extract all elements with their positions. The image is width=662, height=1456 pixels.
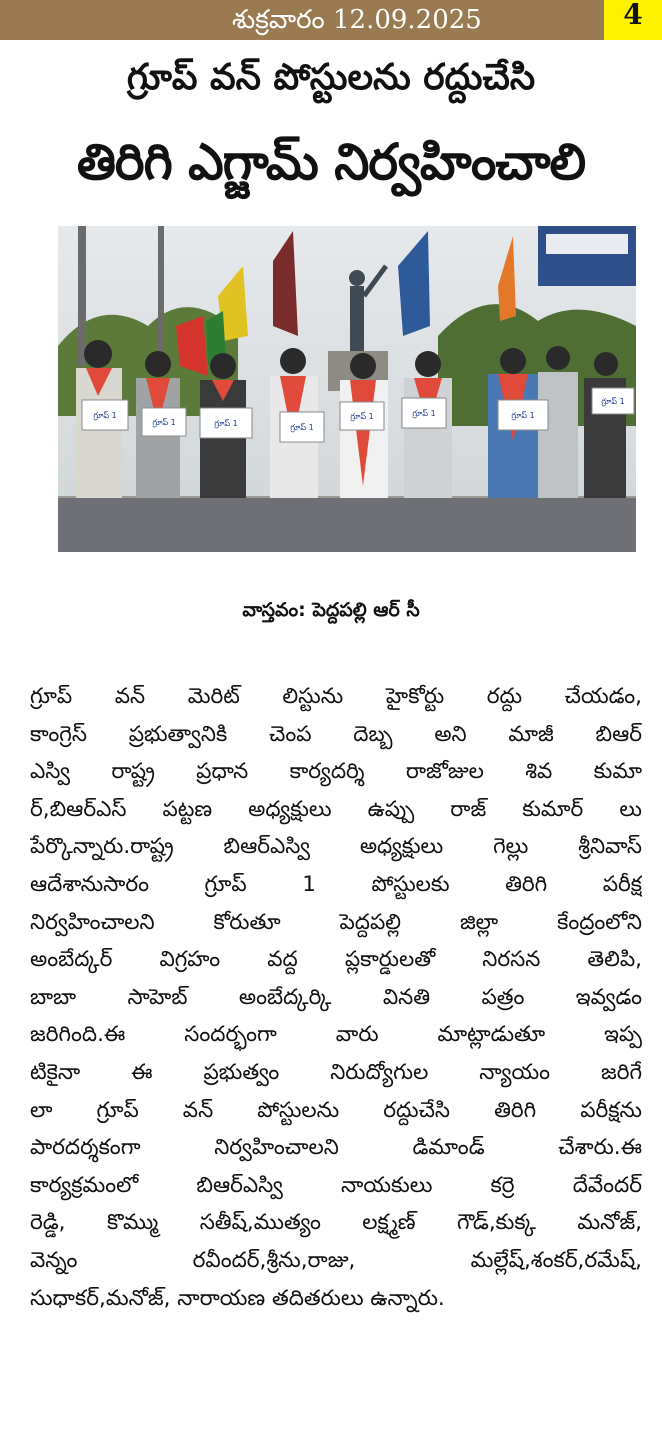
body-line: కార్యక్రమంలో బిఆర్ఎస్వి నాయకులు కర్రె దేవేందర్: [30, 1172, 642, 1198]
byline: వాస్తవం: పెద్దపల్లి ఆర్ సీ: [242, 599, 420, 621]
body-line: టికైనా ఈ ప్రభుత్వం నిరుద్యోగుల న్యాయం జరిగే: [30, 1059, 642, 1085]
body-line: పేర్కొన్నారు.రాష్ట్ర బిఆర్ఎస్వి అధ్యక్షులు గెల్లు శ్రీనివాస్: [30, 834, 642, 860]
placard-text: గ్రూప్ 1: [290, 423, 314, 432]
page-number-badge: 4: [604, 0, 662, 40]
body-line: పారదర్శకంగా నిర్వహించాలని డిమాండ్ చేశారు.ఈ: [30, 1135, 642, 1161]
body-line: ఎస్వి రాష్ట్ర ప్రధాన కార్యదర్శి రాజోజుల శివ కుమా: [30, 759, 642, 785]
body-line: వెన్నం రవీందర్,శ్రీను,రాజు, మల్లేష్,శంకర్,రమేష్,: [30, 1247, 642, 1273]
protest-photo-illustration: [58, 226, 636, 552]
body-line: నిర్వహించాలని కోరుతూ పెద్దపల్లి జిల్లా కేంద్రంలోని: [30, 909, 642, 935]
body-line: లా గ్రూప్ వన్ పోస్టులను రద్దుచేసి తిరిగి పరీక్షను: [30, 1097, 642, 1123]
placard-text: గ్రూప్ 1: [412, 409, 436, 418]
headline-line-2: తిరిగి ఎగ్జామ్ నిర్వహించాలి: [76, 133, 586, 191]
headline-line-1: గ్రూప్ వన్ పోస్టులను రద్దుచేసి: [126, 57, 536, 98]
body-line: గ్రూప్ వన్ మెరిట్ లిస్టును హైకోర్టు రద్దు చేయడం,: [30, 684, 642, 709]
placard-text: గ్రూప్ 1: [601, 397, 625, 406]
statue: [350, 286, 364, 356]
page-header-bar: [0, 0, 662, 40]
body-line: జరిగింది.ఈ సందర్భంగా వారు మాట్లాడుతూ ఇప్ప: [30, 1022, 642, 1048]
body-line: బాబా సాహెబ్ అంబేద్కర్కి వినతి పత్రం ఇవ్వడం: [30, 984, 642, 1010]
body-line: రెడ్డి, కొమ్ము సతీష్,ముత్యం లక్ష్మణ్ గౌడ్,కుక్క మనోజ్,: [30, 1210, 642, 1236]
body-line: కాంగ్రెస్ ప్రభుత్వానికి చెంప దెబ్బ అని మాజీ బిఆర్: [30, 721, 642, 747]
body-line: అంబేద్కర్ విగ్రహం వద్ద ప్లకార్డులతో నిరసన తెలిపి,: [30, 947, 642, 973]
issue-date: శుక్రవారం 12.09.2025: [232, 5, 482, 35]
news-photo: [58, 226, 636, 552]
placard-text: గ్రూప్ 1: [93, 411, 117, 420]
placard-text: గ్రూప్ 1: [152, 418, 176, 427]
article-body: [30, 678, 642, 1317]
body-line: సుధాకర్,మనోజ్, నారాయణ తదితరులు ఉన్నారు.: [30, 1285, 445, 1311]
placard-text: గ్రూప్ 1: [214, 419, 238, 428]
body-line: ర్,బిఆర్ఎస్ పట్టణ అధ్యక్షులు ఉప్పు రాజ్ కుమార్ లు: [30, 796, 642, 822]
placard-text: గ్రూప్ 1: [350, 412, 374, 421]
placard-text: గ్రూప్ 1: [511, 411, 535, 420]
body-line: ఆదేశానుసారం గ్రూప్ 1 పోస్టులకు తిరిగి పరీక్ష: [30, 871, 642, 897]
